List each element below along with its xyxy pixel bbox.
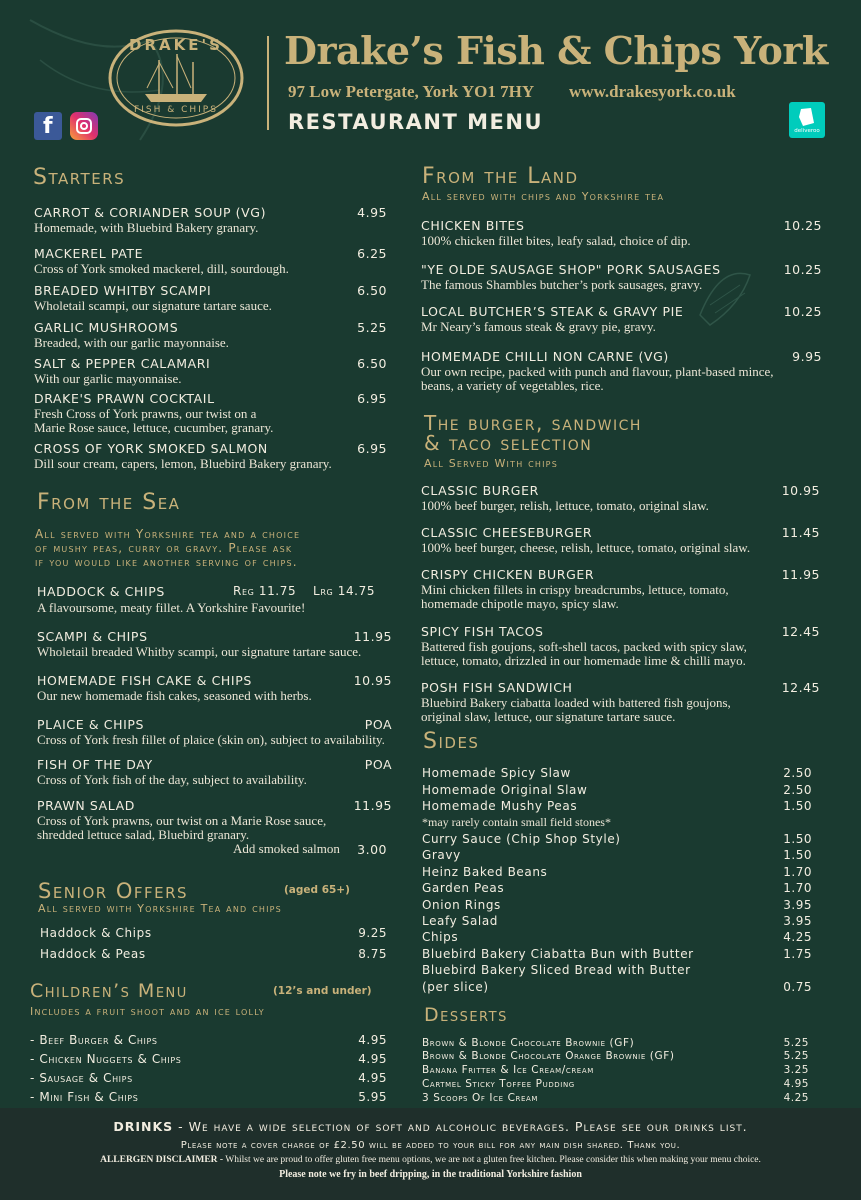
allergen-text: Whilst we are proud to offer gluten free menu options, we are not a gluten free kitchen. Please consider this when making your menu choice. — [223, 1155, 761, 1165]
item-name: HADDOCK & CHIPS — [37, 584, 165, 599]
menu-item-spicy-fish-tacos — [421, 624, 747, 668]
item-name: LOCAL BUTCHER’S STEAK & GRAVY PIE — [421, 304, 684, 319]
item-price: 4.25 — [783, 930, 812, 944]
item-price: 11.95 — [353, 629, 392, 644]
menu-item-haddock-chips: Haddock & Chips — [40, 926, 152, 940]
menu-item-haddock-peas: Haddock & Peas — [40, 947, 146, 961]
item-price: POA — [364, 757, 392, 772]
item-name: HOMEMADE CHILLI NON CARNE (VG) — [421, 349, 669, 364]
item-price: 11.95 — [781, 567, 820, 582]
item-name: DRAKE'S PRAWN COCKTAIL — [34, 391, 215, 406]
menu-item-chips: Chips — [422, 930, 459, 944]
item-desc: Our new homemade fish cakes, seasoned with herbs. — [37, 688, 312, 703]
senior-heading: Senior Offers — [38, 879, 189, 903]
menu-item-ye-olde-sausage-shop-pork-sausages — [421, 262, 721, 292]
menu-item-scampi-chips — [37, 629, 361, 659]
item-price: 1.50 — [783, 832, 812, 846]
item-name: PLAICE & CHIPS — [37, 717, 145, 732]
reg-label: Reg — [233, 584, 255, 598]
item-name: CLASSIC CHEESEBURGER — [421, 525, 593, 540]
allergen-label: ALLERGEN DISCLAIMER - — [100, 1155, 224, 1165]
item-desc: Our own recipe, packed with punch and flavour, plant-based mince, — [421, 364, 774, 379]
menu-label: RESTAURANT MENU — [288, 110, 543, 134]
address: 97 Low Petergate, York YO1 7HY — [288, 82, 535, 101]
item-desc: Bluebird Bakery ciabatta loaded with battered fish goujons, — [421, 695, 731, 710]
menu-item-cartmel-sticky-toffee-pudding: Cartmel Sticky Toffee Pudding — [422, 1078, 575, 1090]
item-price: 6.25 — [357, 246, 387, 261]
item-name: FISH OF THE DAY — [37, 757, 153, 772]
menu-item-garden-peas: Garden Peas — [422, 881, 505, 895]
item-desc: Battered fish goujons, soft-shell tacos, packed with spicy slaw, — [421, 639, 747, 654]
item-desc: original slaw, lettuce, our signature tartare sauce. — [421, 709, 676, 724]
item-price: 10.95 — [781, 483, 820, 498]
item-desc: Cross of York smoked mackerel, dill, sourdough. — [34, 261, 289, 276]
item-desc: lettuce, tomato, drizzled in our homemade lime & chilli mayo. — [421, 653, 746, 668]
menu-item-classic-burger — [421, 483, 709, 513]
item-desc: Fresh Cross of York prawns, our twist on a — [34, 406, 257, 421]
senior-subtitle: All served with Yorkshire Tea and chips — [38, 902, 282, 915]
facebook-icon[interactable]: f — [34, 112, 62, 140]
item-desc: Mini chicken fillets in crispy breadcrumbs, lettuce, tomato, — [421, 582, 729, 597]
item-price: 4.95 — [358, 1071, 387, 1085]
menu-item-mackerel-pate — [34, 246, 289, 276]
item-price: 11.45 — [781, 525, 820, 540]
item-name: SCAMPI & CHIPS — [37, 629, 148, 644]
item-price: 1.50 — [783, 799, 812, 813]
starters-heading: Starters — [33, 165, 126, 190]
deliveroo-icon[interactable] — [789, 102, 825, 138]
menu-item-carrot-coriander-soup-vg — [34, 205, 266, 235]
menu-item-posh-fish-sandwich — [421, 680, 731, 724]
item-price: 1.50 — [783, 848, 812, 862]
item-desc: Homemade, with Bluebird Bakery granary. — [34, 220, 259, 235]
item-price: 6.50 — [357, 356, 387, 371]
item-name: CROSS OF YORK SMOKED SALMON — [34, 441, 268, 456]
item-price: 1.70 — [783, 881, 812, 895]
deliveroo-label: deliveroo — [794, 128, 820, 134]
item-name: HOMEMADE FISH CAKE & CHIPS — [37, 673, 252, 688]
item-desc: homemade chipotle mayo, spicy slaw. — [421, 596, 619, 611]
item-desc: Cross of York fish of the day, subject to availability. — [37, 772, 307, 787]
item-price: 2.50 — [783, 783, 812, 797]
item-price: 2.50 — [783, 766, 812, 780]
item-price: 9.25 — [358, 926, 387, 940]
lrg-label: Lrg — [313, 584, 334, 598]
dripping-note: Please note we fry in beef dripping, in the traditional Yorkshire fashion — [279, 1169, 582, 1180]
item-price: 3.25 — [783, 1064, 809, 1076]
item-price: 10.25 — [783, 304, 822, 319]
menu-item-curry-sauce-chip-shop-style: Curry Sauce (Chip Shop Style) — [422, 832, 621, 846]
item-price: 6.50 — [357, 283, 387, 298]
item-price: 10.25 — [783, 218, 822, 233]
item-price: 5.25 — [783, 1037, 809, 1049]
menu-item-homemade-chilli-non-carne-vg — [421, 349, 774, 393]
item-desc: 100% beef burger, cheese, relish, lettuce, tomato, original slaw. — [421, 540, 751, 555]
item-name: GARLIC MUSHROOMS — [34, 320, 179, 335]
item-desc: Marie Rose sauce, lettuce, cucumber, granary. — [34, 420, 274, 435]
item-name: SALT & PEPPER CALAMARI — [34, 356, 211, 371]
item-price: 5.95 — [358, 1090, 387, 1104]
item-price: 5.25 — [783, 1050, 809, 1062]
item-price: 5.25 — [357, 320, 387, 335]
item-desc: Mr Neary’s famous steak & gravy pie, gravy. — [421, 319, 656, 334]
item-name: CARROT & CORIANDER SOUP (VG) — [34, 205, 267, 220]
drinks-text: - We have a wide selection of soft and alcoholic beverages. Please see our drinks list. — [173, 1119, 748, 1134]
instagram-icon[interactable] — [70, 112, 98, 140]
children-subtitle: Includes a fruit shoot and an ice lolly — [30, 1005, 265, 1018]
item-name: "YE OLDE SAUSAGE SHOP" PORK SAUSAGES — [421, 262, 721, 277]
menu-item-brown-blonde-chocolate-brownie-gf: Brown & Blonde Chocolate Brownie (GF) — [422, 1037, 635, 1049]
drinks-note — [0, 1119, 861, 1134]
item-desc: A flavoursome, meaty fillet. A Yorkshire Favourite! — [37, 600, 306, 615]
item-price: 1.70 — [783, 865, 812, 879]
menu-item-fish-of-the-day — [37, 757, 307, 787]
item-price: 8.75 — [358, 947, 387, 961]
menu-item-drake-s-prawn-cocktail — [34, 391, 273, 435]
children-heading: Children’s Menu — [30, 980, 188, 1002]
children-age-note: (12’s and under) — [273, 985, 372, 997]
item-name: CRISPY CHICKEN BURGER — [421, 567, 595, 582]
item-desc: The famous Shambles butcher’s pork sausages, gravy. — [421, 277, 703, 292]
item-price: POA — [364, 717, 392, 732]
menu-item-sausage-chips: - Sausage & Chips — [30, 1071, 133, 1085]
lrg-price: 14.75 — [337, 584, 376, 598]
item-price: 4.95 — [357, 205, 387, 220]
menu-item-homemade-original-slaw: Homemade Original Slaw — [422, 783, 588, 797]
item-name: CLASSIC BURGER — [421, 483, 539, 498]
menu-item-homemade-mushy-peas: Homemade Mushy Peas — [422, 799, 578, 813]
burger-heading-line-2: & taco selection — [424, 431, 593, 455]
cover-charge-note: Please note a cover charge of £2.50 will be added to your bill for any main dish shared. Thank you. — [180, 1140, 681, 1151]
item-price: 10.95 — [353, 673, 392, 688]
sea-heading: From the Sea — [37, 490, 181, 515]
menu-item-leafy-salad: Leafy Salad — [422, 914, 499, 928]
menu-item-mini-fish-chips: - Mini Fish & Chips — [30, 1090, 139, 1104]
item-desc: Wholetail scampi, our signature tartare sauce. — [34, 298, 272, 313]
addon-price: 3.00 — [357, 842, 387, 857]
menu-item-garlic-mushrooms — [34, 320, 229, 350]
footer — [0, 1108, 861, 1200]
addon-label: Add smoked salmon — [233, 841, 340, 856]
item-name: POSH FISH SANDWICH — [421, 680, 573, 695]
reg-price: 11.75 — [258, 584, 297, 598]
allergen-disclaimer — [0, 1155, 861, 1165]
menu-item-homemade-fish-cake-chips — [37, 673, 312, 703]
land-subtitle: All served with chips and Yorkshire tea — [422, 190, 665, 203]
item-price: 4.95 — [358, 1033, 387, 1047]
item-desc: Dill sour cream, capers, lemon, Bluebird Bakery granary. — [34, 456, 332, 471]
item-name: MACKEREL PATE — [34, 246, 144, 261]
burger-subtitle: All Served With chips — [424, 457, 558, 470]
menu-item-classic-cheeseburger — [421, 525, 750, 555]
sea-subtitle-line-1: All served with Yorkshire tea and a choice — [35, 527, 301, 541]
menu-item-chicken-nuggets-chips: - Chicken Nuggets & Chips — [30, 1052, 182, 1066]
item-desc: Wholetail breaded Whitby scampi, our signature tartare sauce. — [37, 644, 362, 659]
menu-item-cross-of-york-smoked-salmon — [34, 441, 332, 471]
menu-item-breaded-whitby-scampi — [34, 283, 272, 313]
menu-item-3-scoops-of-ice-cream: 3 Scoops Of Ice Cream — [422, 1092, 539, 1104]
item-desc: With our garlic mayonnaise. — [34, 371, 182, 386]
menu-item-brown-blonde-chocolate-orange-brownie-gf: Brown & Blonde Chocolate Orange Brownie (GF) — [422, 1050, 675, 1062]
item-price: 9.95 — [792, 349, 822, 364]
menu-item-crispy-chicken-burger — [421, 567, 729, 611]
sea-subtitle-line-2: of mushy peas, curry or gravy. Please ask — [35, 541, 293, 555]
sides-heading: Sides — [423, 729, 480, 754]
menu-item-banana-fritter-ice-cream-cream: Banana Fritter & Ice Cream/cream — [422, 1064, 594, 1076]
item-name: PRAWN SALAD — [37, 798, 136, 813]
sides-note: *may rarely contain small field stones* — [422, 815, 611, 829]
item-price: 6.95 — [357, 391, 387, 406]
menu-item-per-slice: (per slice) — [422, 980, 489, 994]
logo-text-bottom: FISH & CHIPS — [134, 105, 218, 115]
sea-subtitle-line-3: if you would like another serving of chips. — [35, 555, 298, 569]
item-desc: 100% beef burger, relish, lettuce, tomato, original slaw. — [421, 498, 709, 513]
menu-item-heinz-baked-beans: Heinz Baked Beans — [422, 865, 548, 879]
desserts-heading: Desserts — [424, 1004, 508, 1026]
item-desc: Breaded, with our garlic mayonnaise. — [34, 335, 229, 350]
header-divider — [267, 36, 269, 130]
menu-item-prawn-salad — [37, 798, 326, 842]
item-price: 3.95 — [783, 914, 812, 928]
logo — [107, 28, 245, 128]
menu-item-bluebird-bakery-sliced-bread-with-butter: Bluebird Bakery Sliced Bread with Butter — [422, 963, 691, 977]
item-price: 10.25 — [783, 262, 822, 277]
land-heading: From the Land — [422, 164, 579, 189]
page-title: Drake’s Fish & Chips York — [284, 28, 828, 73]
item-price: 12.45 — [781, 680, 820, 695]
menu-item-chicken-bites — [421, 218, 691, 248]
item-name: BREADED WHITBY SCAMPI — [34, 283, 212, 298]
item-desc: shredded lettuce salad, Bluebird granary. — [37, 827, 250, 842]
item-price: 4.95 — [783, 1078, 809, 1090]
menu-item-onion-rings: Onion Rings — [422, 898, 501, 912]
item-price: 0.75 — [783, 980, 812, 994]
item-name: CHICKEN BITES — [421, 218, 525, 233]
item-desc: Cross of York prawns, our twist on a Marie Rose sauce, — [37, 813, 327, 828]
item-desc: Cross of York fresh fillet of plaice (skin on), subject to availability. — [37, 732, 385, 747]
menu-item-gravy: Gravy — [422, 848, 461, 862]
senior-age-note: (aged 65+) — [284, 884, 350, 896]
drinks-label: DRINKS — [113, 1119, 174, 1134]
item-price: 6.95 — [357, 441, 387, 456]
item-price: 4.25 — [783, 1092, 809, 1104]
logo-text-top: DRAKE'S — [129, 36, 223, 54]
menu-item-bluebird-bakery-ciabatta-bun-with-butter: Bluebird Bakery Ciabatta Bun with Butter — [422, 947, 694, 961]
item-price: 4.95 — [358, 1052, 387, 1066]
burger-heading-line-1: The burger, sandwich — [424, 411, 642, 435]
item-price: 3.95 — [783, 898, 812, 912]
website-link[interactable]: www.drakesyork.co.uk — [569, 82, 736, 101]
item-price: 12.45 — [781, 624, 820, 639]
menu-item-salt-pepper-calamari — [34, 356, 210, 386]
menu-item-local-butcher-s-steak-gravy-pie — [421, 304, 683, 334]
menu-item-homemade-spicy-slaw: Homemade Spicy Slaw — [422, 766, 571, 780]
item-desc: 100% chicken fillet bites, leafy salad, choice of dip. — [421, 233, 691, 248]
item-price: 11.95 — [353, 798, 392, 813]
menu-item-beef-burger-chips: - Beef Burger & Chips — [30, 1033, 158, 1047]
item-price: 1.75 — [783, 947, 812, 961]
haddock-price-options — [233, 584, 375, 598]
item-name: SPICY FISH TACOS — [421, 624, 544, 639]
item-desc: beans, a variety of vegetables, rice. — [421, 378, 604, 393]
